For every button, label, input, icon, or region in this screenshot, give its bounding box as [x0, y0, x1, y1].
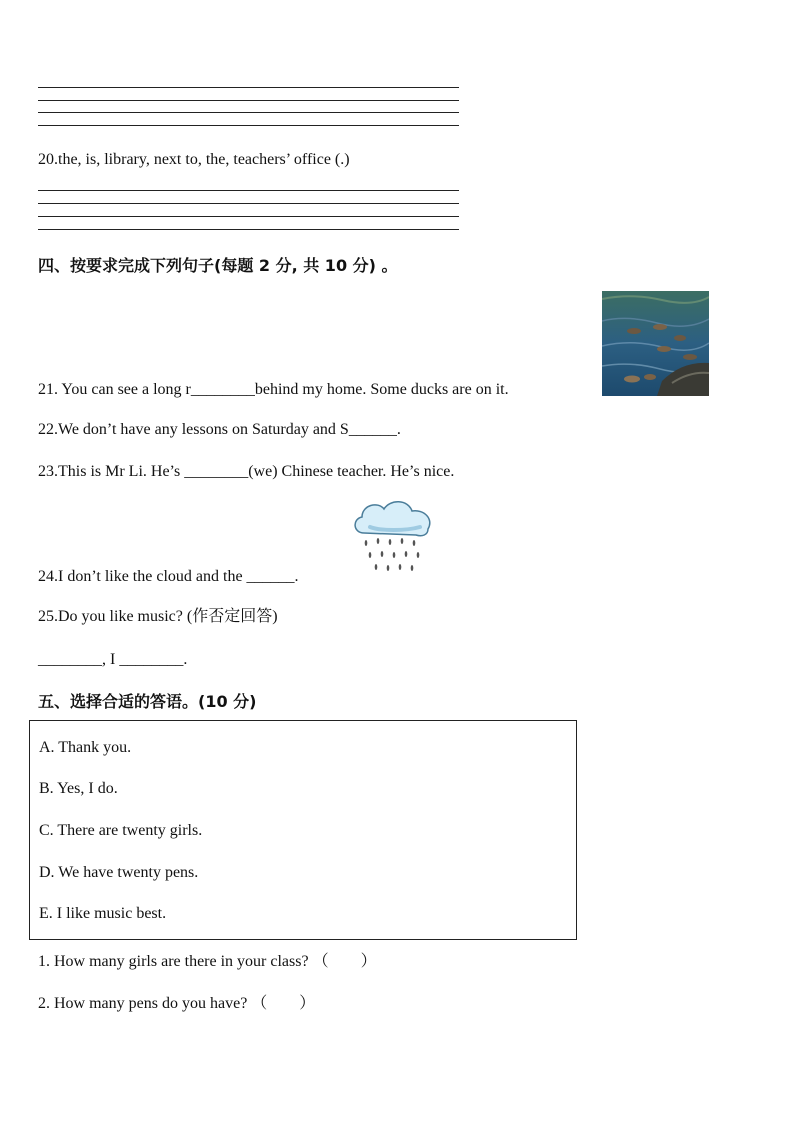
- question-23: 23.This is Mr Li. He’s ________(we) Chinese teacher. He’s nice.: [38, 463, 455, 480]
- option-c: C. There are twenty girls.: [39, 822, 203, 839]
- match-question-1: 1. How many girls are there in your class? （ ）: [38, 953, 377, 970]
- writing-line: [38, 229, 459, 230]
- writing-line: [38, 112, 459, 113]
- writing-line: [38, 125, 459, 126]
- writing-line: [38, 216, 459, 217]
- option-d: D. We have twenty pens.: [39, 864, 199, 881]
- option-a: A. Thank you.: [39, 739, 132, 756]
- writing-line: [38, 87, 459, 88]
- rain-cloud-icon: [350, 497, 436, 579]
- section-4-heading: 四、按要求完成下列句子(每题 2 分, 共 10 分) 。: [38, 256, 398, 275]
- question-20: 20.the, is, library, next to, the, teachers’ office (.): [38, 151, 350, 168]
- pond-with-ducks-image: [602, 291, 709, 396]
- writing-line: [38, 100, 459, 101]
- answer-options-box: [29, 720, 577, 940]
- question-25-answer-line: ________, I ________.: [38, 651, 188, 668]
- match-question-2: 2. How many pens do you have? （ ）: [38, 995, 316, 1012]
- question-24: 24.I don’t like the cloud and the ______.: [38, 568, 299, 585]
- option-e: E. I like music best.: [39, 905, 167, 922]
- writing-line: [38, 190, 459, 191]
- section-5-heading: 五、选择合适的答语。(10 分): [38, 692, 257, 711]
- option-b: B. Yes, I do.: [39, 780, 118, 797]
- writing-line: [38, 203, 459, 204]
- question-21: 21. You can see a long r________behind my home. Some ducks are on it.: [38, 381, 509, 398]
- question-25: 25.Do you like music? (作否定回答): [38, 608, 278, 625]
- question-22: 22.We don’t have any lessons on Saturday and S______.: [38, 421, 401, 438]
